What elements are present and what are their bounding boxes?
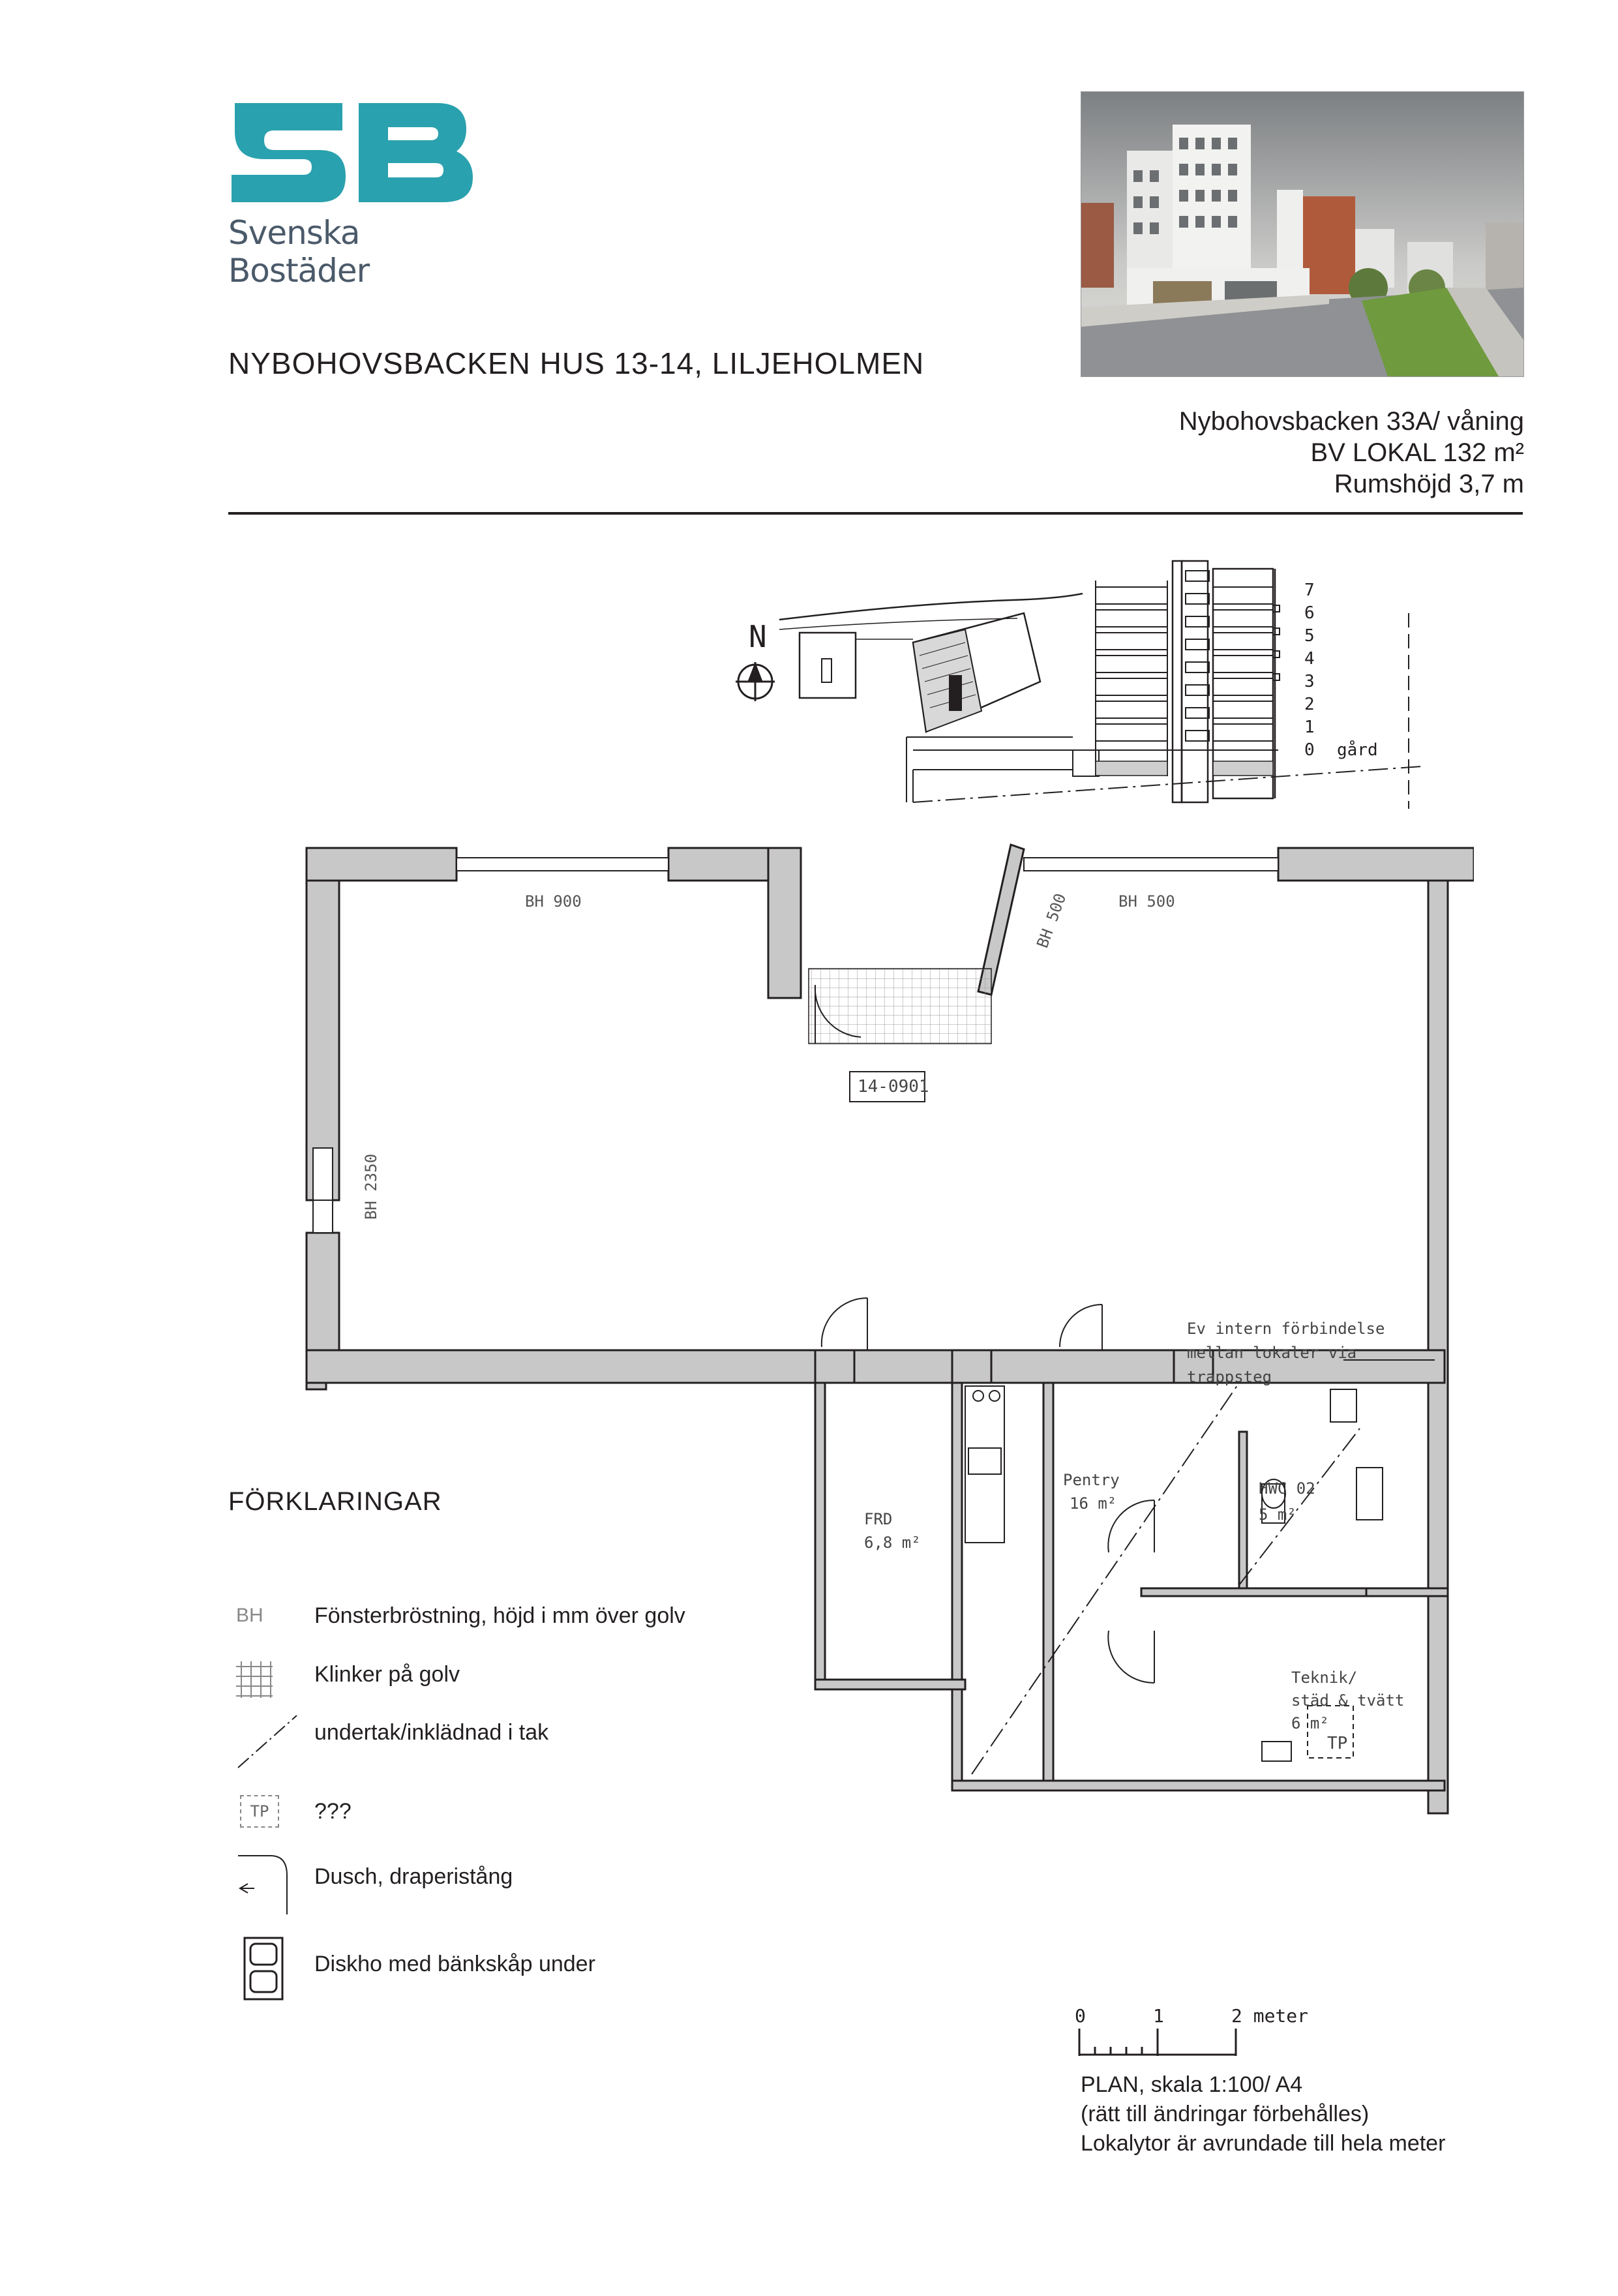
window-label: BH 500: [1033, 891, 1070, 951]
sink-icon: [243, 1936, 284, 2001]
north-label: N: [749, 619, 767, 654]
window-label: BH 900: [525, 892, 582, 911]
floor-label: 7: [1304, 581, 1315, 600]
legend-text-shower: Dusch, draperistång: [314, 1864, 513, 1889]
floor-label: 4: [1304, 649, 1315, 669]
scale-tick: 0: [1075, 2005, 1086, 2027]
legend-text-tiles: Klinker på golv: [314, 1662, 460, 1687]
scale-tick: 1: [1153, 2005, 1164, 2027]
floor-label: 1: [1304, 718, 1315, 737]
sb-monogram-icon: [228, 91, 476, 209]
unit-size: BV LOKAL 132 m²: [1310, 438, 1524, 467]
scale-notes: [1081, 2070, 1445, 2158]
legend-text-tp: ???: [314, 1799, 352, 1824]
north-arrow-icon: [736, 662, 775, 701]
scale-line: (rätt till ändringar förbehålles): [1081, 2102, 1370, 2126]
note-line: Ev intern förbindelse: [1187, 1320, 1385, 1338]
shower-curtain-icon: [235, 1852, 293, 1918]
room-area-teknik: 6 m²: [1291, 1714, 1329, 1732]
legend-text-sink: Diskho med bänkskåp under: [314, 1952, 595, 1976]
floor-label: 6: [1304, 603, 1315, 623]
courtyard-label: gård: [1337, 740, 1378, 760]
room-name-pentry: Pentry: [1063, 1471, 1120, 1489]
window-label: BH 500: [1118, 892, 1175, 911]
window-label: BH 2350: [362, 1153, 380, 1220]
floor-label: 2: [1304, 695, 1315, 714]
note-line: mellan lokaler via: [1187, 1344, 1357, 1362]
room-name-hwc: HWC 02: [1259, 1479, 1315, 1498]
room-area-pentry: 16 m²: [1070, 1494, 1117, 1513]
scale-line: PLAN, skala 1:100/ A4: [1081, 2072, 1303, 2097]
floor-label: 0: [1304, 740, 1315, 760]
room-name-teknik: Teknik/: [1291, 1669, 1358, 1687]
tp-symbol-icon: TP: [240, 1795, 279, 1828]
ceiling-height: Rumshöjd 3,7 m: [1334, 470, 1524, 498]
legend-title: FÖRKLARINGAR: [228, 1487, 442, 1516]
room-name-frd: FRD: [864, 1510, 893, 1528]
logo-wordmark: Svenska Bostäder: [228, 214, 370, 290]
building-rendering-image: [1081, 91, 1524, 377]
scale-bar: [1070, 1996, 1370, 2061]
floor-label: 3: [1304, 672, 1315, 691]
room-name-teknik: städ & tvätt: [1291, 1691, 1405, 1710]
unit-address: Nybohovsbacken 33A/ våning: [1178, 407, 1524, 436]
header-divider: [228, 512, 1523, 515]
site-key-plan: [717, 541, 1467, 822]
legend-symbol-bh: BH: [236, 1605, 263, 1626]
room-area-frd: 6,8 m²: [864, 1533, 921, 1552]
page-title: NYBOHOVSBACKEN HUS 13-14, LILJEHOLMEN: [228, 346, 925, 380]
scale-tick: 2 meter: [1231, 2005, 1309, 2027]
legend-text-ceiling: undertak/inklädnad i tak: [314, 1720, 549, 1745]
scale-line: Lokalytor är avrundade till hela meter: [1081, 2131, 1446, 2156]
note-line: trappsteg: [1187, 1368, 1272, 1386]
company-logo: [228, 91, 476, 290]
legend-text-bh: Fönsterbröstning, höjd i mm över golv: [314, 1603, 685, 1628]
room-area-hwc: 5 m²: [1259, 1505, 1296, 1524]
floor-plan: [300, 841, 1474, 1865]
unit-id-label: 14-0901: [858, 1077, 929, 1096]
floor-label: 5: [1304, 626, 1315, 646]
tp-label: TP: [1327, 1734, 1348, 1753]
dash-dot-line-icon: [235, 1712, 300, 1771]
unit-info: [937, 406, 1524, 500]
tile-grid-icon: [235, 1660, 274, 1699]
